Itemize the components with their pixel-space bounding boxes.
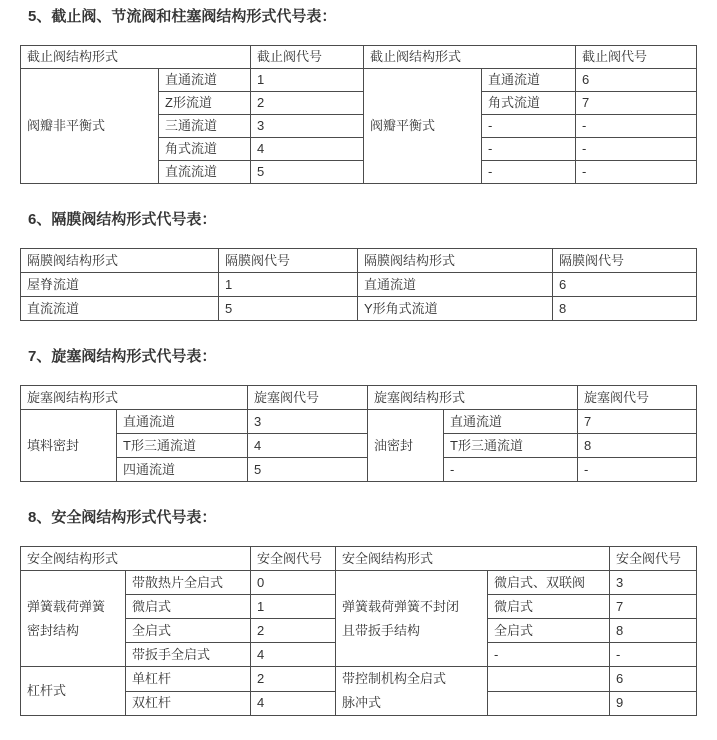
header-row xyxy=(21,249,697,273)
header-structure-form: 隔膜阀结构形式 xyxy=(21,249,219,273)
code-cell: 8 xyxy=(553,297,697,321)
structure-cell: Z形流道 xyxy=(159,92,251,115)
table-row xyxy=(21,667,697,692)
structure-cell: 角式流道 xyxy=(159,138,251,161)
code-cell: 5 xyxy=(248,458,368,482)
structure-cell: - xyxy=(482,115,576,138)
group-label-cell: 阀瓣非平衡式 xyxy=(21,69,159,184)
code-cell: - xyxy=(576,161,697,184)
table-row xyxy=(21,434,697,458)
table-row xyxy=(21,571,697,595)
section8-title: 8、安全阀结构形式代号表： xyxy=(28,509,217,526)
header-row xyxy=(21,386,697,410)
header-valve-code: 隔膜阀代号 xyxy=(219,249,358,273)
group-label-cell xyxy=(21,571,126,667)
section-plug-valve xyxy=(20,348,717,482)
structure-cell: 微启式、双联阀 xyxy=(488,571,610,595)
header-structure-form: 截止阀结构形式 xyxy=(21,46,251,69)
code-cell: 3 xyxy=(248,410,368,434)
structure-cell: 角式流道 xyxy=(482,92,576,115)
header-valve-code: 截止阀代号 xyxy=(251,46,364,69)
code-cell: - xyxy=(578,458,697,482)
group-label-line: 弹簧载荷弹簧 xyxy=(27,598,106,614)
code-cell: 7 xyxy=(578,410,697,434)
group-label-cell: 杠杆式 xyxy=(21,667,126,716)
structure-cell: 四通流道 xyxy=(117,458,248,482)
structure-cell: 带扳手全启式 xyxy=(126,643,251,667)
table-row xyxy=(21,458,697,482)
plug-valve-code-table xyxy=(20,385,697,482)
header-valve-code: 隔膜阀代号 xyxy=(553,249,697,273)
structure-cell: T形三通流道 xyxy=(444,434,578,458)
header-valve-code: 截止阀代号 xyxy=(576,46,697,69)
structure-label-line: 脉冲式 xyxy=(342,695,382,710)
header-row xyxy=(21,46,697,69)
code-cell: 8 xyxy=(578,434,697,458)
table-row xyxy=(21,69,697,92)
section7-title: 7、旋塞阀结构形式代号表： xyxy=(28,348,217,365)
code-cell: - xyxy=(576,115,697,138)
code-cell: - xyxy=(610,643,697,667)
empty-cell xyxy=(488,691,610,716)
code-cell: 4 xyxy=(251,138,364,161)
safety-valve-code-table xyxy=(20,546,697,716)
structure-cell: - xyxy=(482,138,576,161)
structure-cell: Y形角式流道 xyxy=(358,297,553,321)
section-diaphragm-valve xyxy=(20,211,717,321)
group-label-cell: 油密封 xyxy=(368,410,444,482)
header-structure-form: 隔膜阀结构形式 xyxy=(358,249,553,273)
group-label-line: 且带扳手结构 xyxy=(342,622,421,638)
structure-cell: 带散热片全启式 xyxy=(126,571,251,595)
structure-cell: 全启式 xyxy=(126,619,251,643)
structure-cell: 直通流道 xyxy=(117,410,248,434)
structure-cell: - xyxy=(444,458,578,482)
group-label-cell: 填料密封 xyxy=(21,410,117,482)
structure-cell: 三通流道 xyxy=(159,115,251,138)
header-valve-code: 旋塞阀代号 xyxy=(248,386,368,410)
header-structure-form: 安全阀结构形式 xyxy=(336,547,610,571)
section5-title: 5、截止阀、节流阀和柱塞阀结构形式代号表： xyxy=(28,8,337,25)
code-cell: 5 xyxy=(251,161,364,184)
code-cell: 3 xyxy=(251,115,364,138)
structure-cell: 全启式 xyxy=(488,619,610,643)
group-label-cell: 阀瓣平衡式 xyxy=(364,69,482,184)
structure-label-line: 带控制机构全启式 xyxy=(342,671,447,686)
table-row xyxy=(21,273,697,297)
structure-cell: 直通流道 xyxy=(482,69,576,92)
structure-cell: 直通流道 xyxy=(159,69,251,92)
code-cell: 3 xyxy=(610,571,697,595)
code-cell: 5 xyxy=(219,297,358,321)
structure-cell: 微启式 xyxy=(126,595,251,619)
code-cell: 6 xyxy=(576,69,697,92)
header-structure-form: 旋塞阀结构形式 xyxy=(368,386,578,410)
structure-cell: 直通流道 xyxy=(444,410,578,434)
code-cell: 2 xyxy=(251,92,364,115)
structure-cell: - xyxy=(488,643,610,667)
header-structure-form: 旋塞阀结构形式 xyxy=(21,386,248,410)
code-cell: 7 xyxy=(610,595,697,619)
group-label-line: 密封结构 xyxy=(27,622,80,638)
code-cell: 1 xyxy=(219,273,358,297)
code-cell: 6 xyxy=(610,667,697,692)
table-row xyxy=(21,410,697,434)
structure-cell: 单杠杆 xyxy=(126,667,251,692)
section-safety-valve xyxy=(20,509,717,716)
header-structure-form: 截止阀结构形式 xyxy=(364,46,576,69)
empty-cell xyxy=(488,667,610,692)
code-cell: 2 xyxy=(251,667,336,692)
structure-cell: 双杠杆 xyxy=(126,691,251,716)
code-cell: 0 xyxy=(251,571,336,595)
code-cell: - xyxy=(576,138,697,161)
structure-cell: T形三通流道 xyxy=(117,434,248,458)
globe-valve-code-table xyxy=(20,45,697,184)
header-valve-code: 安全阀代号 xyxy=(251,547,336,571)
group-label-cell xyxy=(336,571,488,667)
code-cell: 1 xyxy=(251,595,336,619)
header-structure-form: 安全阀结构形式 xyxy=(21,547,251,571)
header-row xyxy=(21,547,697,571)
code-cell: 8 xyxy=(610,619,697,643)
structure-cell: 直流流道 xyxy=(159,161,251,184)
code-cell: 9 xyxy=(610,691,697,716)
code-cell: 4 xyxy=(251,691,336,716)
structure-cell: 屋脊流道 xyxy=(21,273,219,297)
code-cell: 4 xyxy=(248,434,368,458)
section6-title: 6、隔膜阀结构形式代号表： xyxy=(28,211,217,228)
section-globe-valve xyxy=(20,8,717,184)
header-valve-code: 安全阀代号 xyxy=(610,547,697,571)
code-cell: 1 xyxy=(251,69,364,92)
code-cell: 4 xyxy=(251,643,336,667)
code-cell: 6 xyxy=(553,273,697,297)
structure-cell: 微启式 xyxy=(488,595,610,619)
group-label-line: 弹簧载荷弹簧不封闭 xyxy=(342,598,460,614)
table-row xyxy=(21,297,697,321)
header-valve-code: 旋塞阀代号 xyxy=(578,386,697,410)
code-cell: 2 xyxy=(251,619,336,643)
group-label-cell xyxy=(336,667,488,716)
structure-cell: - xyxy=(482,161,576,184)
diaphragm-valve-code-table xyxy=(20,248,697,321)
structure-cell: 直流流道 xyxy=(21,297,219,321)
code-cell: 7 xyxy=(576,92,697,115)
structure-cell: 直通流道 xyxy=(358,273,553,297)
